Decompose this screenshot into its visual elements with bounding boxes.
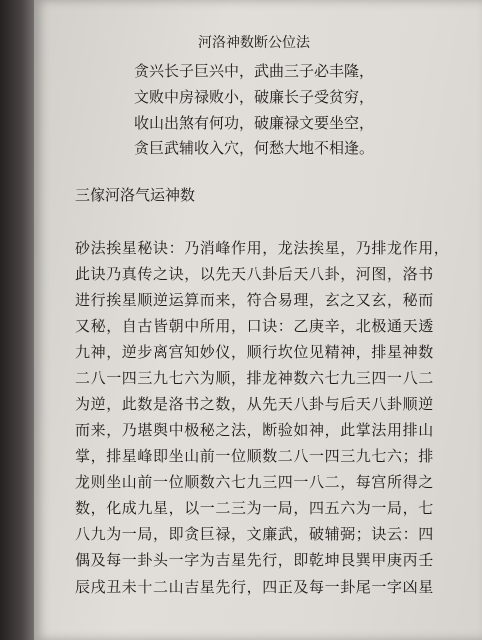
poem-line: 文败中房禄败小，破廉长子受贫穷， xyxy=(134,88,375,106)
poem-line: 贪兴长子巨兴中，武曲三子必丰隆， xyxy=(134,62,375,80)
body-line: 九神，逆步离宫知妙仪，顺行坎位见精神，排星神数 xyxy=(75,343,434,361)
body-line: 又秘，自古皆朝中所用，口诀：乙庚辛，北极通天透 xyxy=(75,317,434,335)
body-line: 数，化成九星，以一二三为一局，四五六为一局，七 xyxy=(75,499,434,517)
body-line: 掌，排星峰即坐山前一位顺数二八一四三九七六；排 xyxy=(75,447,434,465)
body-line: 进行挨星顺逆运算而来，符合易理，玄之又玄，秘而 xyxy=(75,291,434,309)
body-line: 为逆，此数是洛书之数，从先天八卦与后天八卦顺逆 xyxy=(75,395,434,413)
body-line: 而来，乃堪舆中极秘之法，断验如神，此掌法用排山 xyxy=(75,421,434,439)
body-line: 八九为一局，即贪巨禄，文廉武，破辅弼；诀云：四 xyxy=(75,525,434,543)
body-line: 偶及每一卦头一字为吉星先行，即乾坤艮巽甲庚丙壬 xyxy=(75,551,434,569)
body-line: 二八一四三九七六为顺，排龙神数六七九三四一八二 xyxy=(75,369,434,387)
body-line: 砂法挨星秘诀：乃消峰作用，龙法挨星，乃排龙作用， xyxy=(75,239,450,257)
poem-title: 河洛神数断公位法 xyxy=(198,35,310,51)
body-line: 辰戌丑未十二山吉星先行，四正及每一卦尾一字凶星 xyxy=(75,578,434,596)
book-page xyxy=(34,0,482,640)
body-line: 此诀乃真传之诀，以先天八卦后天八卦，河图，洛书 xyxy=(75,265,434,283)
poem-line: 收山出煞有何功，破廉禄文要坐空， xyxy=(134,114,375,132)
section-title: 三傢河洛气运神数 xyxy=(75,186,196,204)
body-line: 龙则坐山前一位顺数六七九三四一八二，每宫所得之 xyxy=(75,473,434,491)
poem-line: 贪巨武辅收入穴，何愁大地不相逢。 xyxy=(134,139,375,157)
